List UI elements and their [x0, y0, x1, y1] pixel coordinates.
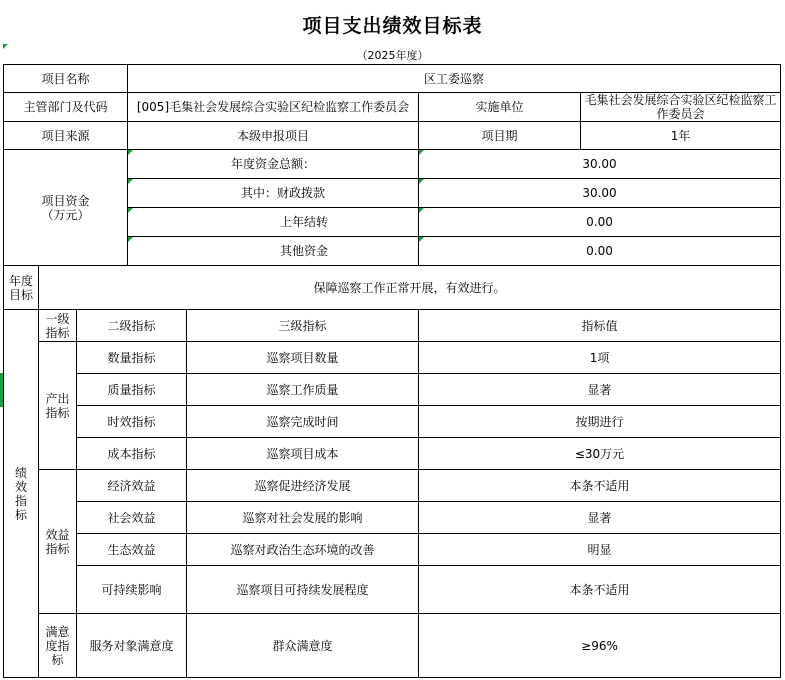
level2-cell: 时效指标	[77, 406, 187, 438]
table-row	[4, 614, 781, 678]
period-label: 项目期	[419, 122, 581, 150]
level3-cell[interactable]: 巡察完成时间	[187, 406, 419, 438]
exec-unit-label: 实施单位	[419, 93, 581, 122]
performance-indicators-label: 绩效指标	[4, 310, 39, 678]
value-cell[interactable]: ≥96%	[419, 614, 781, 678]
level3-cell[interactable]: 巡察项目数量	[187, 342, 419, 374]
table-row	[4, 406, 781, 438]
cell-comment-marker	[419, 237, 424, 242]
fund-fiscal-value[interactable]: 30.00	[419, 179, 781, 208]
project-name-value[interactable]: 区工委巡察	[128, 65, 781, 93]
value-cell[interactable]: ≤30万元	[419, 438, 781, 470]
level2-cell: 质量指标	[77, 374, 187, 406]
header-level3: 三级指标	[187, 310, 419, 342]
header-level1: 一级指标	[39, 310, 77, 342]
output-indicator-label: 产出指标	[39, 342, 77, 470]
header-value: 指标值	[419, 310, 781, 342]
fund-total-value[interactable]: 30.00	[419, 150, 781, 179]
row-project-name	[4, 65, 781, 93]
table-row	[4, 534, 781, 566]
source-value[interactable]: 本级申报项目	[128, 122, 419, 150]
level2-cell: 成本指标	[77, 438, 187, 470]
benefit-indicator-label: 效益指标	[39, 470, 77, 614]
value-cell[interactable]: 按期进行	[419, 406, 781, 438]
source-label: 项目来源	[4, 122, 128, 150]
fund-carryover-value[interactable]: 0.00	[419, 208, 781, 237]
funds-label: 项目资金（万元）	[4, 150, 128, 266]
value-cell[interactable]: 显著	[419, 502, 781, 534]
cell-comment-marker	[419, 179, 424, 184]
level3-cell[interactable]: 巡察促进经济发展	[187, 470, 419, 502]
level2-cell: 数量指标	[77, 342, 187, 374]
header-level2: 二级指标	[77, 310, 187, 342]
value-cell[interactable]: 显著	[419, 374, 781, 406]
fund-total-label: 年度资金总额：	[128, 150, 419, 179]
performance-target-table	[3, 64, 781, 678]
row-fund-total	[4, 150, 781, 179]
value-cell[interactable]: 1项	[419, 342, 781, 374]
fiscal-year: （2025年度）	[356, 49, 429, 62]
value-cell[interactable]: 本条不适用	[419, 566, 781, 614]
period-value[interactable]: 1年	[581, 122, 781, 150]
row-annual-goal	[4, 266, 781, 310]
fund-other-label: 其他资金	[128, 237, 419, 266]
level3-cell[interactable]: 巡察项目成本	[187, 438, 419, 470]
cell-comment-marker	[128, 150, 133, 155]
fund-fiscal-label: 其中：财政拨款	[128, 179, 419, 208]
cell-comment-marker	[128, 208, 133, 213]
fund-other-value[interactable]: 0.00	[419, 237, 781, 266]
row-department	[4, 93, 781, 122]
annual-goal-label: 年度目标	[4, 266, 39, 310]
level2-cell: 服务对象满意度	[77, 614, 187, 678]
table-row	[4, 470, 781, 502]
cell-comment-marker	[128, 237, 133, 242]
level2-cell: 生态效益	[77, 534, 187, 566]
project-name-label: 项目名称	[4, 65, 128, 93]
table-row	[4, 342, 781, 374]
table-row	[4, 438, 781, 470]
level2-cell: 可持续影响	[77, 566, 187, 614]
level3-cell[interactable]: 群众满意度	[187, 614, 419, 678]
value-cell[interactable]: 明显	[419, 534, 781, 566]
level2-cell: 社会效益	[77, 502, 187, 534]
cell-comment-marker	[128, 179, 133, 184]
dept-label: 主管部门及代码	[4, 93, 128, 122]
level3-cell[interactable]: 巡察工作质量	[187, 374, 419, 406]
row-source	[4, 122, 781, 150]
fund-carryover-label: 上年结转	[128, 208, 419, 237]
row-indicator-header	[4, 310, 781, 342]
table-row	[4, 566, 781, 614]
annual-goal-text[interactable]: 保障巡察工作正常开展，有效进行。	[39, 266, 781, 310]
level2-cell: 经济效益	[77, 470, 187, 502]
level3-cell[interactable]: 巡察项目可持续发展程度	[187, 566, 419, 614]
dept-value[interactable]: [005]毛集社会发展综合实验区纪检监察工作委员会	[128, 93, 419, 122]
level3-cell[interactable]: 巡察对社会发展的影响	[187, 502, 419, 534]
cell-comment-marker	[3, 44, 8, 49]
cell-comment-marker	[419, 150, 424, 155]
cell-comment-marker	[419, 208, 424, 213]
table-row	[4, 374, 781, 406]
page-title: 项目支出绩效目标表	[302, 14, 483, 37]
satisfaction-indicator-label: 满意度指标	[39, 614, 77, 678]
value-cell[interactable]: 本条不适用	[419, 470, 781, 502]
exec-unit-value[interactable]: 毛集社会发展综合实验区纪检监察工作委员会	[581, 93, 781, 122]
level3-cell[interactable]: 巡察对政治生态环境的改善	[187, 534, 419, 566]
table-row	[4, 502, 781, 534]
